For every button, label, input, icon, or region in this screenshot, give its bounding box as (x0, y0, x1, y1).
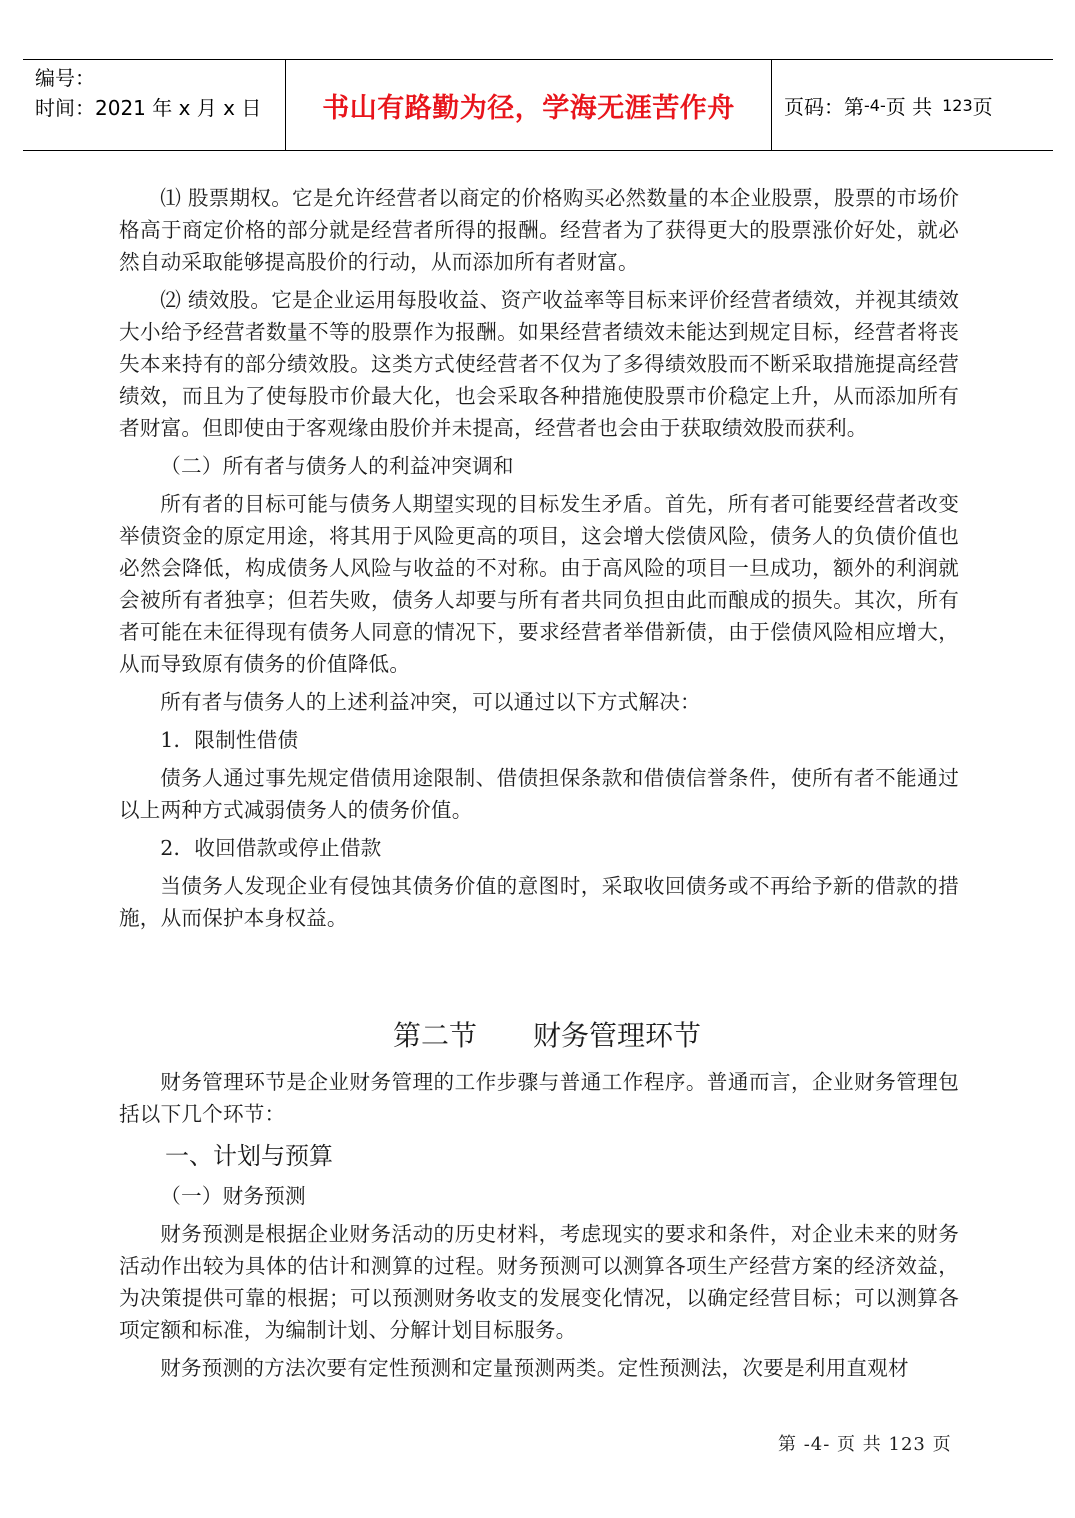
heading-plan-budget: 一、计划与预算 (165, 1142, 333, 1170)
section-number: 第二节 (392, 1019, 477, 1052)
paragraph-financial-forecast: 财务预测是根据企业财务活动的历史材料，考虑现实的要求和条件，对企业未来的财务活动作出较为具体的估计和测算的过程。财务预测可以测算各项生产经营方案的经济效益，为决策提供可靠的根据；可以预测财务收支的发展变化情况，以确定经营目标；可以测算各项定额和标准，为编制计划、分解计划目标服务。 (119, 1222, 959, 1342)
spacer (119, 934, 959, 1016)
paragraph-performance-shares: ⑵ 绩效股。它是企业运用每股收益、资产收益率等目标来评价经营者绩效，并视其绩效大小给予经营者数量不等的股票作为报酬。如果经营者绩效未能达到规定目标，经营者将丧失本来持有的部分绩效股。这类方式使经营者不仅为了多得绩效股而不断采取措施提高经营绩效，而且为了使每股市价最大化，也会采取各种措施使股票市价稳定上升，从而添加所有者财富。但即使由于客观缘由股价并未提高，经营者也会由于获取绩效股而获利。 (119, 288, 959, 440)
page-mid-label: 页 共 (885, 94, 933, 119)
motto: 书山有路勤为径，学海无涯苦作舟 (322, 92, 735, 124)
paragraph-stock-options: ⑴ 股票期权。它是允许经营者以商定的价格购买必然数量的本企业股票，股票的市场价格高于商定价格的部分就是经营者所得的报酬。经营者为了获得更大的股票涨价好处，就必然自动采取能够提高股价的行动，从而添加所有者财富。 (119, 186, 959, 274)
page-label: 页码：第 (784, 94, 864, 119)
header-motto-cell (285, 60, 772, 150)
list-item-recall-loans: 2．收回借款或停止借款 (160, 836, 382, 860)
page-end-label: 页 (972, 94, 993, 119)
header-meta (23, 60, 285, 150)
section-title (119, 1016, 959, 1056)
time-label: 时间：2021 年 x 月 x 日 (35, 96, 262, 120)
header-page-info (772, 60, 1053, 150)
list-item-restrictive-borrowing: 1．限制性借债 (160, 728, 299, 752)
paragraph-forecast-methods: 财务预测的方法次要有定性预测和定量预测两类。定性预测法，次要是利用直观材 (160, 1356, 909, 1380)
subheading-owner-creditor: （二）所有者与债务人的利益冲突调和 (160, 454, 514, 478)
paragraph-conflict: 所有者的目标可能与债务人期望实现的目标发生矛盾。首先，所有者可能要经营者改变举债资金的原定用途，将其用于风险更高的项目，这会增大偿债风险，债务人的负债价值也必然会降低，构成债务人风险与收益的不对称。由于高风险的项目一旦成功，额外的利润就会被所有者独享；但若失败，债务人却要与所有者共同负担由此而酿成的损失。其次，所有者可能在未征得现有债务人同意的情况下，要求经营者举借新债，由于偿债风险相应增大，从而导致原有债务的价值降低。 (119, 492, 959, 676)
subheading-financial-forecast: （一）财务预测 (160, 1184, 306, 1208)
page-number: -4- (864, 95, 886, 115)
section-name: 财务管理环节 (533, 1019, 702, 1052)
page-footer: 第 -4- 页 共 123 页 (778, 1434, 952, 1455)
document-body (119, 182, 959, 1384)
paragraph-resolution-intro: 所有者与债务人的上述利益冲突，可以通过以下方式解决： (160, 690, 701, 714)
page-total: 123 (942, 95, 973, 115)
serial-label: 编号： (35, 66, 95, 90)
paragraph-restrictive-borrowing: 债务人通过事先规定借债用途限制、借债担保条款和借债信誉条件，使所有者不能通过以上两种方式减弱债务人的债务价值。 (119, 766, 959, 822)
paragraph-recall-loans: 当债务人发现企业有侵蚀其债务价值的意图时，采取收回债务或不再给予新的借款的措施，从而保护本身权益。 (119, 874, 959, 930)
page-header (23, 59, 1053, 151)
paragraph-section-intro: 财务管理环节是企业财务管理的工作步骤与普通工作程序。普通而言，企业财务管理包括以下几个环节： (119, 1070, 959, 1126)
